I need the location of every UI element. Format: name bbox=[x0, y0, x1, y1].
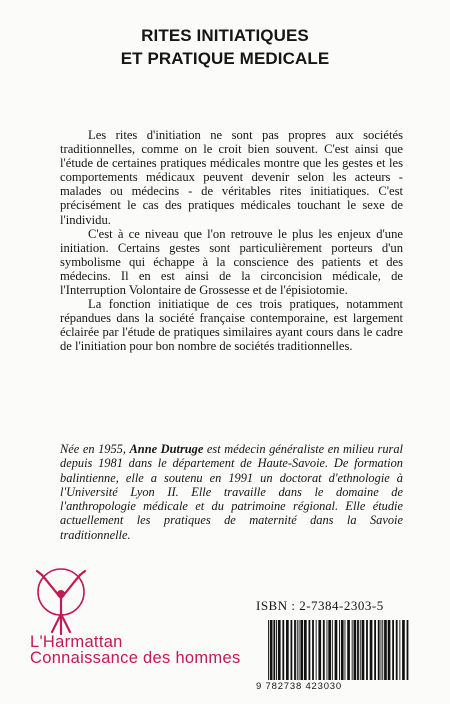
barcode-bar bbox=[384, 620, 387, 680]
barcode-bar bbox=[273, 620, 275, 680]
barcode bbox=[266, 620, 412, 680]
barcode-bar bbox=[304, 620, 307, 680]
barcode-bar bbox=[382, 620, 383, 680]
barcode-bar bbox=[286, 620, 289, 680]
publisher-logo-icon bbox=[26, 562, 96, 640]
barcode-bar bbox=[270, 620, 273, 680]
barcode-bar bbox=[282, 620, 284, 680]
barcode-bar bbox=[360, 620, 361, 680]
barcode-bar bbox=[335, 620, 338, 680]
barcode-bar bbox=[318, 620, 321, 680]
barcode-bar bbox=[278, 620, 281, 680]
barcode-bar bbox=[297, 620, 298, 680]
barcode-bar bbox=[388, 620, 391, 680]
isbn-label: ISBN : 2-7384-2303-5 bbox=[256, 598, 384, 613]
barcode-bar bbox=[300, 620, 303, 680]
summary-paragraph-2: C'est à ce niveau que l'on retrouve le plus les enjeux d'une initiation. Certains gestes sont particulièrement porteurs d'un symbolisme qui échappe à la conscience des patients et des médecins. Il en est ainsi de la circoncision médicale, de l'Interruption Volontaire de Grossesse et de l'épisiotomie. bbox=[60, 226, 403, 298]
barcode-bar bbox=[341, 620, 344, 680]
book-title-line-1: RITES INITIATIQUES bbox=[141, 26, 309, 45]
summary-paragraph-3: La fonction initiatique de ces trois pratiques, notamment répandues dans la société française contemporaine, est largement éclairée par l'étude de pratiques similaires ayant cours dans le cadre de l'initiation pour bon nombre de sociétés traditionnelles. bbox=[60, 297, 403, 354]
barcode-bar bbox=[392, 620, 394, 680]
summary-paragraph-1: Les rites d'initiation ne sont pas propres aux sociétés traditionnelles, comme on le croit bien souvent. C'est ainsi que l'étude de certaines pratiques médicales montre que les gestes et les comportements médicaux peuvent devenir selon les acteurs - malades ou médecins - de véritables rites initiatiques. C'est précisément le cas des pratiques médicales touchant le sexe de l'individu. bbox=[60, 128, 403, 227]
barcode-bar bbox=[396, 620, 398, 680]
barcode-bar bbox=[294, 620, 296, 680]
barcode-bar bbox=[407, 620, 409, 680]
book-title bbox=[0, 24, 450, 70]
barcode-bar bbox=[309, 620, 311, 680]
barcode-bar bbox=[399, 620, 400, 680]
barcode-bar bbox=[332, 620, 333, 680]
barcode-bar bbox=[402, 620, 405, 680]
barcode-bar bbox=[345, 620, 346, 680]
barcode-bar bbox=[352, 620, 353, 680]
barcode-bar bbox=[357, 620, 359, 680]
barcode-bar bbox=[381, 620, 382, 680]
publisher-series: Connaissance des hommes bbox=[30, 649, 241, 667]
publisher-imprint bbox=[30, 634, 241, 666]
barcode-bar bbox=[268, 620, 269, 680]
author-bio-text: est médecin généraliste en milieu rural depuis 1981 dans le département de Haute-Savoie. De formation balintienne, elle a soutenu en 1991 un doctorat d'ethnologie à l'Université Lyon II. Elle travaille dans le domaine de l'anthropologie médicale et du patrimoine régional. Elle étudie actuellement les pratiques de maternité dans la Savoie traditionnelle. bbox=[60, 442, 403, 542]
barcode-bar bbox=[328, 620, 331, 680]
barcode-bar bbox=[354, 620, 357, 680]
author-bio-prefix: Née en 1955, bbox=[60, 442, 130, 456]
author-biography bbox=[60, 442, 403, 542]
barcode-digits: 9 782738 423030 bbox=[256, 681, 342, 692]
author-bio-paragraph bbox=[60, 442, 403, 542]
barcode-bar bbox=[374, 620, 376, 680]
barcode-bar bbox=[299, 620, 300, 680]
barcode-bar bbox=[378, 620, 380, 680]
barcode-bar bbox=[339, 620, 340, 680]
barcode-bar bbox=[362, 620, 365, 680]
barcode-bar bbox=[316, 620, 317, 680]
barcode-bar bbox=[276, 620, 277, 680]
back-cover-summary bbox=[60, 128, 403, 354]
barcode-bar bbox=[327, 620, 328, 680]
barcode-bar bbox=[291, 620, 293, 680]
book-title-line-2: ET PRATIQUE MEDICALE bbox=[120, 49, 330, 68]
barcode-bar bbox=[323, 620, 325, 680]
author-name: Anne Dutruge bbox=[129, 442, 204, 456]
barcode-bar bbox=[370, 620, 373, 680]
barcode-bar bbox=[347, 620, 350, 680]
barcode-bar bbox=[366, 620, 368, 680]
publisher-name: L'Harmattan bbox=[30, 633, 123, 651]
barcode-bar bbox=[312, 620, 314, 680]
